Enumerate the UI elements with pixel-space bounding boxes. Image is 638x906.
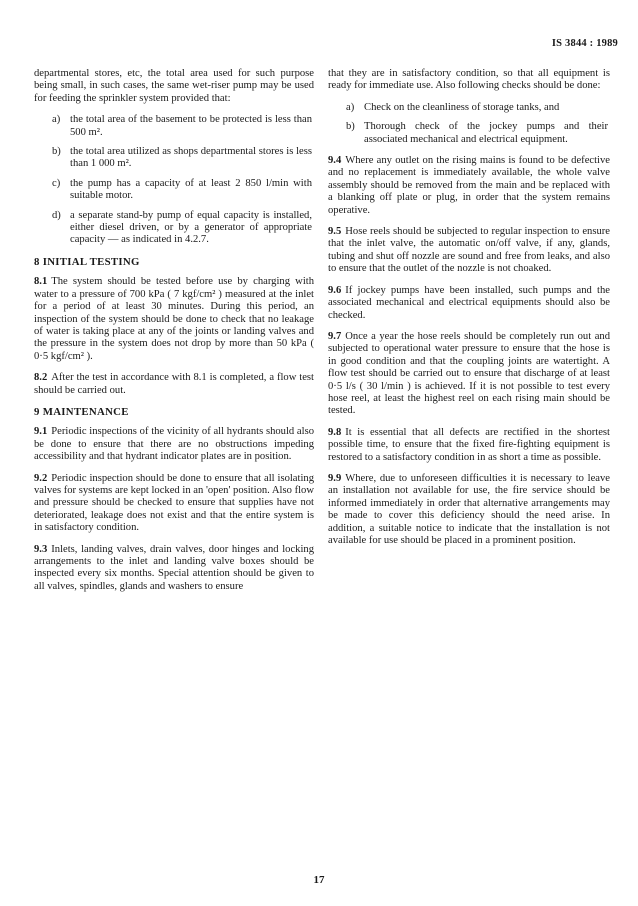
list-item xyxy=(34,178,314,203)
intro-paragraph: departmental stores, etc, the total area used for such purpose being small, in such cases, the same wet-riser pump may be used for feeding the sprinkler system provided that: xyxy=(34,68,314,104)
list-marker: a) xyxy=(52,114,61,126)
list-marker: d) xyxy=(52,209,61,221)
list-text: a separate stand-by pump of equal capacity is installed, either diesel driven, or by a generator of appropriate capacity — as indicated in 4.2.7. xyxy=(70,209,312,246)
check-list xyxy=(328,102,610,146)
clause-text: Where, due to unforeseen difficulties it is necessary to leave an installation not available for use, the fire service should be informed immediately in order that alternative arrangements may be made to cover this deficiency should the need arise. In addition, a suitable notice to indicate that the installation is not available for use should be placed in a prominent position. xyxy=(328,472,610,546)
clause-9-7 xyxy=(328,331,610,418)
clause-text: Where any outlet on the rising mains is found to be defective and no replacement is immediately available, the whole valve assembly should be removed from the main and be replaced with a blanking off plate or plug, in order that the system remains operative. xyxy=(328,155,610,216)
list-marker: c) xyxy=(52,177,61,189)
list-marker: b) xyxy=(52,146,61,158)
list-text: the total area of the basement to be protected is less than 500 m². xyxy=(70,114,312,138)
clause-9-5 xyxy=(328,226,610,276)
list-text: the pump has a capacity of at least 2 850 l/min with suitable motor. xyxy=(70,177,312,202)
clause-text: If jockey pumps have been installed, such pumps and the associated mechanical and electrical equipments should also be checked. xyxy=(328,284,610,321)
clause-number: 9.1 xyxy=(34,426,48,438)
clause-number: 9.6 xyxy=(328,284,342,296)
clause-number: 9.2 xyxy=(34,472,48,484)
list-item xyxy=(34,114,314,139)
clause-9-9 xyxy=(328,473,610,547)
clause-8-2 xyxy=(34,372,314,397)
clause-text: After the test in accordance with 8.1 is completed, a flow test should be carried out. xyxy=(34,372,314,396)
standard-reference: IS 3844 : 1989 xyxy=(551,38,618,49)
section-heading-initial-testing: 8 INITIAL TESTING xyxy=(34,255,140,268)
clause-text: Periodic inspections of the vicinity of all hydrants should also be done to ensure that there are no obstructions impeding accessibility and that hydrant indicator plates are in position. xyxy=(34,426,314,463)
clause-text: Hose reels should be subjected to regular inspection to ensure that the inlet valve, the automatic on/off valve, if any, glands, tubing and shut off nozzle are sound and free from leaks, and also to ensure that the outlet of the nozzle is not choaked. xyxy=(328,226,610,275)
clause-9-4 xyxy=(328,155,610,217)
clause-text: The system should be tested before use by charging with water to a pressure of 700 kPa ( 7 kgf/cm² ) measured at the inlet for a period of at least 30 minutes. During this period, an inspection of the system should be done to check that no leakage of water is taking place at any of the joints or landing valves and the pressure in the system does not drop by more than 50 kPa ( 0·5 kgf/cm² ). xyxy=(34,276,314,362)
clause-number: 9.8 xyxy=(328,426,342,438)
clause-8-1 xyxy=(34,276,314,363)
clause-text: Once a year the hose reels should be completely run out and subjected to operational water pressure to ensure that the hose is in good condition and that the coupling joints are watertight. A flow test should be carried out to ensure that discharge of at least 0·5 l/s ( 30 l/min ) is achieved. If it is not possible to test every hose reel, at least the highest reel on each rising main should be tested. xyxy=(328,330,610,417)
clause-9-2 xyxy=(34,473,314,535)
left-column xyxy=(34,68,314,602)
clause-9-3 xyxy=(34,544,314,594)
list-item xyxy=(328,102,610,114)
list-item xyxy=(34,210,314,247)
clause-number: 9.3 xyxy=(34,543,48,555)
list-text: Thorough check of the jockey pumps and their associated mechanical and electrical equipment. xyxy=(364,121,608,145)
clause-9-1 xyxy=(34,426,314,463)
clause-9-8 xyxy=(328,427,610,464)
right-column xyxy=(328,68,610,556)
page-number: 17 xyxy=(313,874,325,886)
list-item xyxy=(328,121,610,146)
clause-number: 9.9 xyxy=(328,472,342,484)
list-text: the total area utilized as shops departmental stores is less than 1 000 m². xyxy=(70,146,312,170)
clause-text: Periodic inspection should be done to ensure that all isolating valves for systems are kept locked in an 'open' position. Also flow and pressure should be checked to ensure that supplies have not deteriorated, leakage does not exist and that the entire system is in satisfactory condition. xyxy=(34,472,314,534)
clause-9-6 xyxy=(328,285,610,322)
continuation-paragraph: that they are in satisfactory condition, so that all equipment is ready for immediate use. Also following checks should be done: xyxy=(328,68,610,92)
clause-number: 9.4 xyxy=(328,155,342,167)
clause-number: 8.1 xyxy=(34,276,48,288)
clause-number: 9.5 xyxy=(328,226,342,238)
list-item xyxy=(34,146,314,171)
list-marker: a) xyxy=(346,101,355,113)
section-heading-maintenance: 9 MAINTENANCE xyxy=(34,405,129,418)
list-marker: b) xyxy=(346,121,355,133)
clause-number: 8.2 xyxy=(34,372,48,384)
clause-text: Inlets, landing valves, drain valves, door hinges and locking arrangements to the inlet and landing valve boxes should be inspected every six months. Special attention should be given to all valves, spindles, glands and washers to ensure xyxy=(34,543,314,592)
clause-number: 9.7 xyxy=(328,330,342,342)
clause-text: It is essential that all defects are rectified in the shortest possible time, to ensure that the fixed fire-fighting equipment is restored to a satisfactory condition in as short a time as possible. xyxy=(328,426,610,463)
list-text: Check on the cleanliness of storage tanks, and xyxy=(364,101,560,113)
condition-list xyxy=(34,114,314,247)
